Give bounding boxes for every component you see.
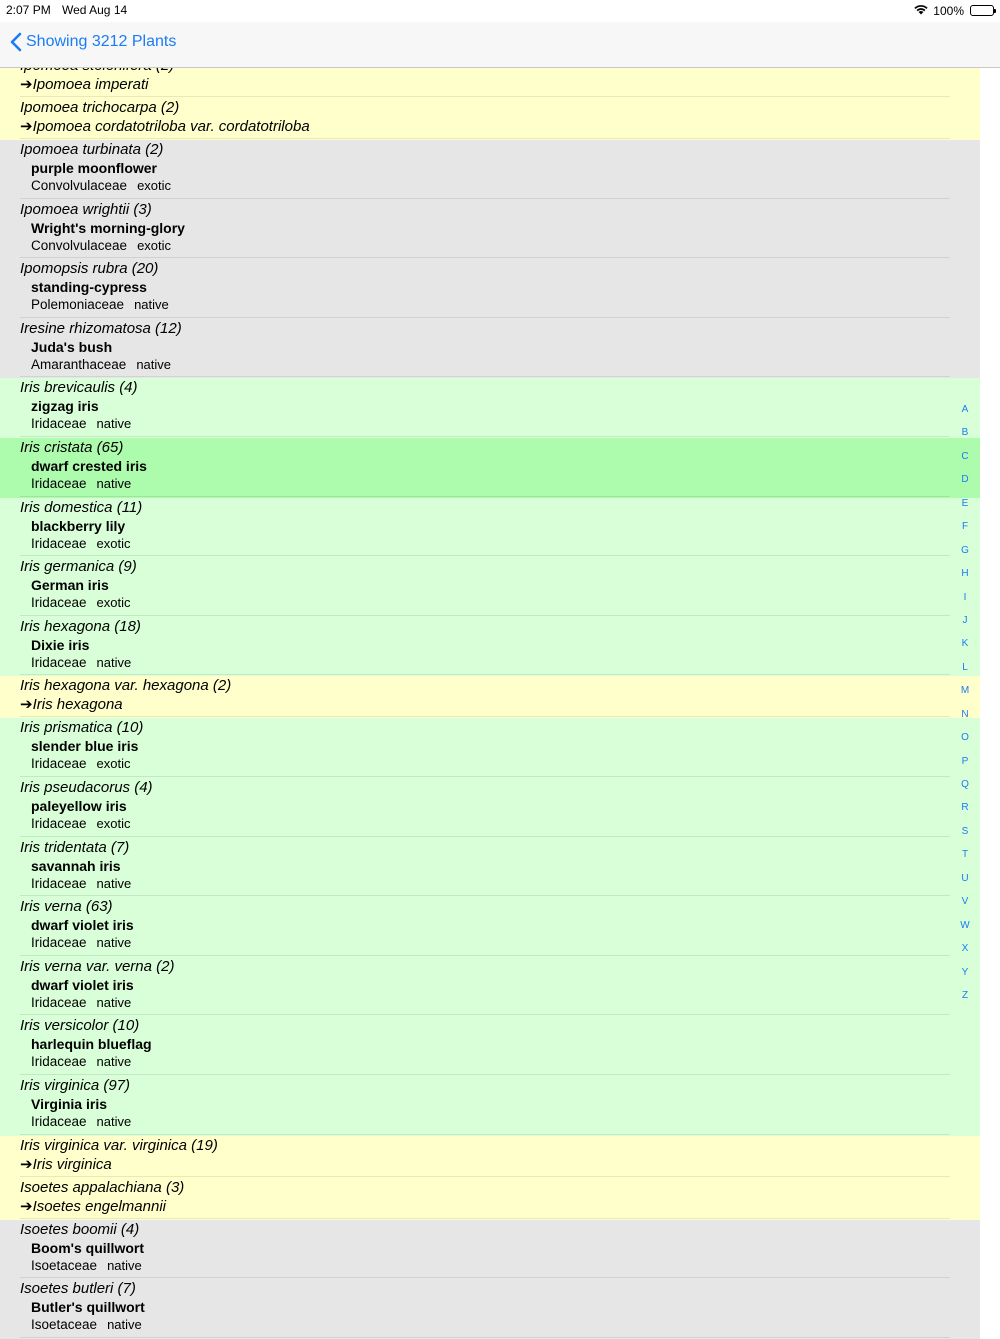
family-name: Iridaceae [31, 416, 87, 432]
index-letter-r[interactable]: R [961, 802, 969, 814]
scientific-name: Iris verna (63) [20, 898, 113, 916]
plant-row[interactable] [0, 140, 980, 200]
family-name: Iridaceae [31, 1054, 87, 1070]
scientific-name: Iris versicolor (10) [20, 1017, 140, 1035]
plant-row[interactable] [0, 200, 980, 260]
row-divider [20, 376, 950, 377]
scientific-name: Iris hexagona (18) [20, 617, 141, 635]
synonym-row[interactable] [0, 1136, 980, 1178]
common-name: Virginia iris [31, 1095, 107, 1112]
family-name: Amaranthaceae [31, 356, 127, 372]
origin-status: native [136, 356, 172, 372]
scientific-name: Isoetes butleri (7) [20, 1280, 136, 1298]
plant-row[interactable] [0, 1279, 980, 1339]
synonym-row[interactable] [0, 676, 980, 718]
row-divider [20, 1277, 950, 1278]
origin-status: native [96, 654, 132, 670]
family-line [31, 935, 131, 950]
family-line [31, 1114, 131, 1129]
origin-status: native [134, 297, 169, 313]
back-button[interactable] [10, 32, 176, 52]
index-letter-c[interactable]: C [961, 450, 969, 462]
scientific-name: Isoetes appalachiana (3) [20, 1178, 185, 1196]
scientific-name: Isoetes boomii (4) [20, 1220, 140, 1238]
scientific-name: Ipomopsis rubra (20) [20, 260, 159, 278]
row-divider [20, 1014, 950, 1015]
origin-status: native [96, 1113, 132, 1129]
row-divider [20, 836, 950, 837]
common-name: savannah iris [31, 857, 121, 874]
common-name: purple moonflower [31, 160, 157, 176]
row-divider [20, 615, 950, 616]
family-line [31, 1317, 142, 1332]
index-letter-b[interactable]: B [961, 427, 969, 439]
common-name: Butler's quillwort [31, 1299, 145, 1316]
row-divider [20, 138, 950, 139]
common-name: paleyellow iris [31, 797, 127, 814]
common-name: zigzag iris [31, 398, 99, 415]
family-line [31, 756, 131, 771]
accepted-name-link: ➔Ipomoea imperati [20, 76, 149, 93]
scientific-name: Iris verna var. verna (2) [20, 957, 175, 975]
origin-status: native [96, 416, 132, 432]
family-name: Iridaceae [31, 994, 87, 1010]
scientific-name: Iris brevicaulis (4) [20, 379, 138, 397]
common-name: Boom's quillwort [31, 1239, 144, 1256]
index-letter-l[interactable]: L [962, 661, 968, 673]
index-letter-z[interactable]: Z [961, 989, 969, 1001]
family-name: Iridaceae [31, 654, 87, 670]
origin-status: exotic [96, 535, 131, 551]
battery-percent: 100% [933, 3, 964, 18]
index-letter-u[interactable]: U [961, 872, 969, 884]
index-letter-p[interactable]: P [961, 755, 969, 767]
index-letter-q[interactable]: Q [961, 779, 969, 790]
wifi-icon [913, 3, 929, 18]
family-name: Iridaceae [31, 595, 87, 611]
origin-status: native [96, 475, 132, 491]
plant-row[interactable] [0, 957, 980, 1017]
row-divider [20, 198, 950, 199]
family-line [31, 1054, 131, 1069]
origin-status: exotic [96, 756, 131, 772]
family-name: Iridaceae [31, 756, 87, 772]
plant-row[interactable] [0, 319, 980, 379]
family-name: Iridaceae [31, 1113, 87, 1129]
index-letter-o[interactable]: O [961, 732, 969, 744]
row-divider [20, 1074, 950, 1075]
index-letter-f[interactable]: F [961, 521, 969, 533]
plant-row[interactable] [0, 1016, 980, 1076]
row-divider [20, 96, 950, 97]
row-divider [20, 674, 950, 675]
common-name: German iris [31, 577, 109, 594]
family-name: Convolvulaceae [31, 237, 128, 253]
common-name: slender blue iris [31, 738, 139, 755]
synonym-row[interactable] [0, 1178, 980, 1220]
index-letter-g[interactable]: G [961, 544, 969, 556]
accepted-name-link: ➔Ipomoea cordatotriloba var. cordatotriloba [20, 118, 310, 135]
index-letter-n[interactable]: N [961, 708, 969, 720]
scientific-name: Iris domestica (11) [20, 498, 143, 516]
back-button-label: Showing 3212 Plants [26, 33, 177, 50]
family-line [31, 816, 131, 831]
row-divider [20, 257, 950, 258]
status-date: Wed Aug 14 [62, 3, 128, 17]
index-letter-k[interactable]: K [961, 638, 969, 650]
family-line [31, 536, 131, 551]
index-letter-j[interactable]: J [962, 614, 968, 626]
status-right [913, 3, 994, 18]
index-letter-i[interactable]: I [963, 591, 967, 603]
common-name: blackberry lily [31, 517, 126, 534]
family-line [31, 238, 171, 253]
index-letter-w[interactable]: W [960, 919, 970, 931]
scientific-name: Ipomoea wrightii (3) [20, 200, 152, 218]
common-name: Dixie iris [31, 636, 90, 653]
plant-row[interactable] [0, 557, 980, 617]
common-name: dwarf violet iris [31, 917, 134, 934]
index-letter-d[interactable]: D [961, 474, 969, 486]
family-name: Iridaceae [31, 875, 87, 891]
common-name: dwarf violet iris [31, 976, 134, 993]
plant-row[interactable] [0, 378, 980, 438]
row-divider [20, 317, 950, 318]
plant-row[interactable] [0, 897, 980, 957]
row-divider [20, 716, 950, 717]
index-letter-x[interactable]: X [961, 943, 969, 955]
scientific-name: Iris virginica var. virginica (19) [20, 1136, 218, 1154]
family-name: Isoetaceae [31, 1257, 98, 1273]
accepted-name-link: ➔Iris hexagona [20, 696, 123, 714]
alphabet-index[interactable] [950, 400, 980, 1009]
origin-status: exotic [96, 815, 131, 831]
family-line [31, 655, 131, 670]
accepted-name-link: ➔Iris virginica [20, 1155, 112, 1173]
common-name: Wright's morning-glory [31, 219, 185, 236]
accepted-name-link: ➔Isoetes engelmannii [20, 1197, 166, 1215]
plant-row[interactable] [0, 617, 980, 677]
family-line [31, 595, 131, 610]
scientific-name: Iris germanica (9) [20, 558, 137, 576]
family-name: Iridaceae [31, 535, 87, 551]
scientific-name: Iris hexagona var. hexagona (2) [20, 677, 232, 695]
navigation-bar [0, 22, 1000, 68]
common-name: dwarf crested iris [31, 457, 147, 474]
plant-row[interactable] [0, 259, 980, 319]
origin-status: exotic [96, 595, 131, 611]
family-line [31, 416, 131, 431]
scientific-name: Iresine rhizomatosa (12) [20, 319, 182, 337]
index-letter-m[interactable]: M [960, 685, 970, 697]
plant-list-rows [0, 56, 1000, 1339]
family-name: Polemoniaceae [31, 297, 125, 313]
row-divider [20, 496, 950, 497]
common-name: Juda's bush [31, 338, 113, 355]
index-letter-t[interactable]: T [961, 849, 969, 861]
row-divider [20, 436, 950, 437]
scientific-name: Iris tridentata (7) [20, 838, 130, 856]
plant-row[interactable] [0, 718, 980, 778]
scientific-name: Iris cristata (65) [20, 438, 124, 456]
origin-status: native [107, 1257, 142, 1273]
index-letter-e[interactable]: E [961, 497, 969, 509]
origin-status: exotic [137, 237, 172, 253]
row-divider [20, 1176, 950, 1177]
family-name: Iridaceae [31, 475, 87, 491]
common-name: harlequin blueflag [31, 1036, 152, 1053]
row-divider [20, 955, 950, 956]
family-line [31, 876, 131, 891]
row-divider [20, 1337, 950, 1338]
row-divider [20, 1218, 950, 1219]
plant-row[interactable] [0, 1076, 980, 1136]
battery-icon [970, 5, 994, 16]
common-name: standing-cypress [31, 279, 147, 296]
family-line [31, 995, 131, 1010]
index-letter-h[interactable]: H [961, 568, 969, 580]
family-name: Iridaceae [31, 815, 87, 831]
index-letter-v[interactable]: V [961, 896, 969, 908]
family-name: Convolvulaceae [31, 178, 128, 193]
origin-status: native [96, 875, 132, 891]
origin-status: exotic [137, 178, 172, 193]
family-line [31, 476, 131, 491]
scientific-name: Iris prismatica (10) [20, 719, 144, 737]
scientific-name: Iris pseudacorus (4) [20, 778, 153, 796]
status-bar [0, 0, 1000, 22]
plant-row[interactable] [0, 1220, 980, 1280]
scientific-name: Ipomoea turbinata (2) [20, 141, 164, 158]
origin-status: native [96, 994, 132, 1010]
row-divider [20, 1134, 950, 1135]
family-line [31, 1258, 142, 1273]
family-line [31, 178, 171, 193]
origin-status: native [96, 1054, 132, 1070]
index-letter-a[interactable]: A [961, 404, 969, 415]
index-letter-s[interactable]: S [961, 825, 969, 837]
family-name: Isoetaceae [31, 1317, 98, 1333]
plant-row[interactable] [0, 778, 980, 838]
index-letter-y[interactable]: Y [961, 966, 969, 978]
plant-row[interactable] [0, 838, 980, 898]
family-name: Iridaceae [31, 935, 87, 951]
status-time: 2:07 PM [6, 3, 51, 17]
family-line [31, 297, 169, 312]
row-divider [20, 895, 950, 896]
scientific-name: Iris virginica (97) [20, 1076, 131, 1094]
plant-row[interactable] [0, 498, 980, 558]
plant-list[interactable] [0, 68, 1000, 1334]
origin-status: native [107, 1317, 142, 1333]
row-divider [20, 776, 950, 777]
synonym-row[interactable] [0, 98, 980, 140]
chevron-left-icon [10, 32, 22, 52]
family-line [31, 357, 171, 372]
row-divider [20, 555, 950, 556]
plant-row-selected[interactable] [0, 438, 980, 498]
scientific-name: Ipomoea trichocarpa (2) [20, 99, 180, 116]
origin-status: native [96, 935, 132, 951]
